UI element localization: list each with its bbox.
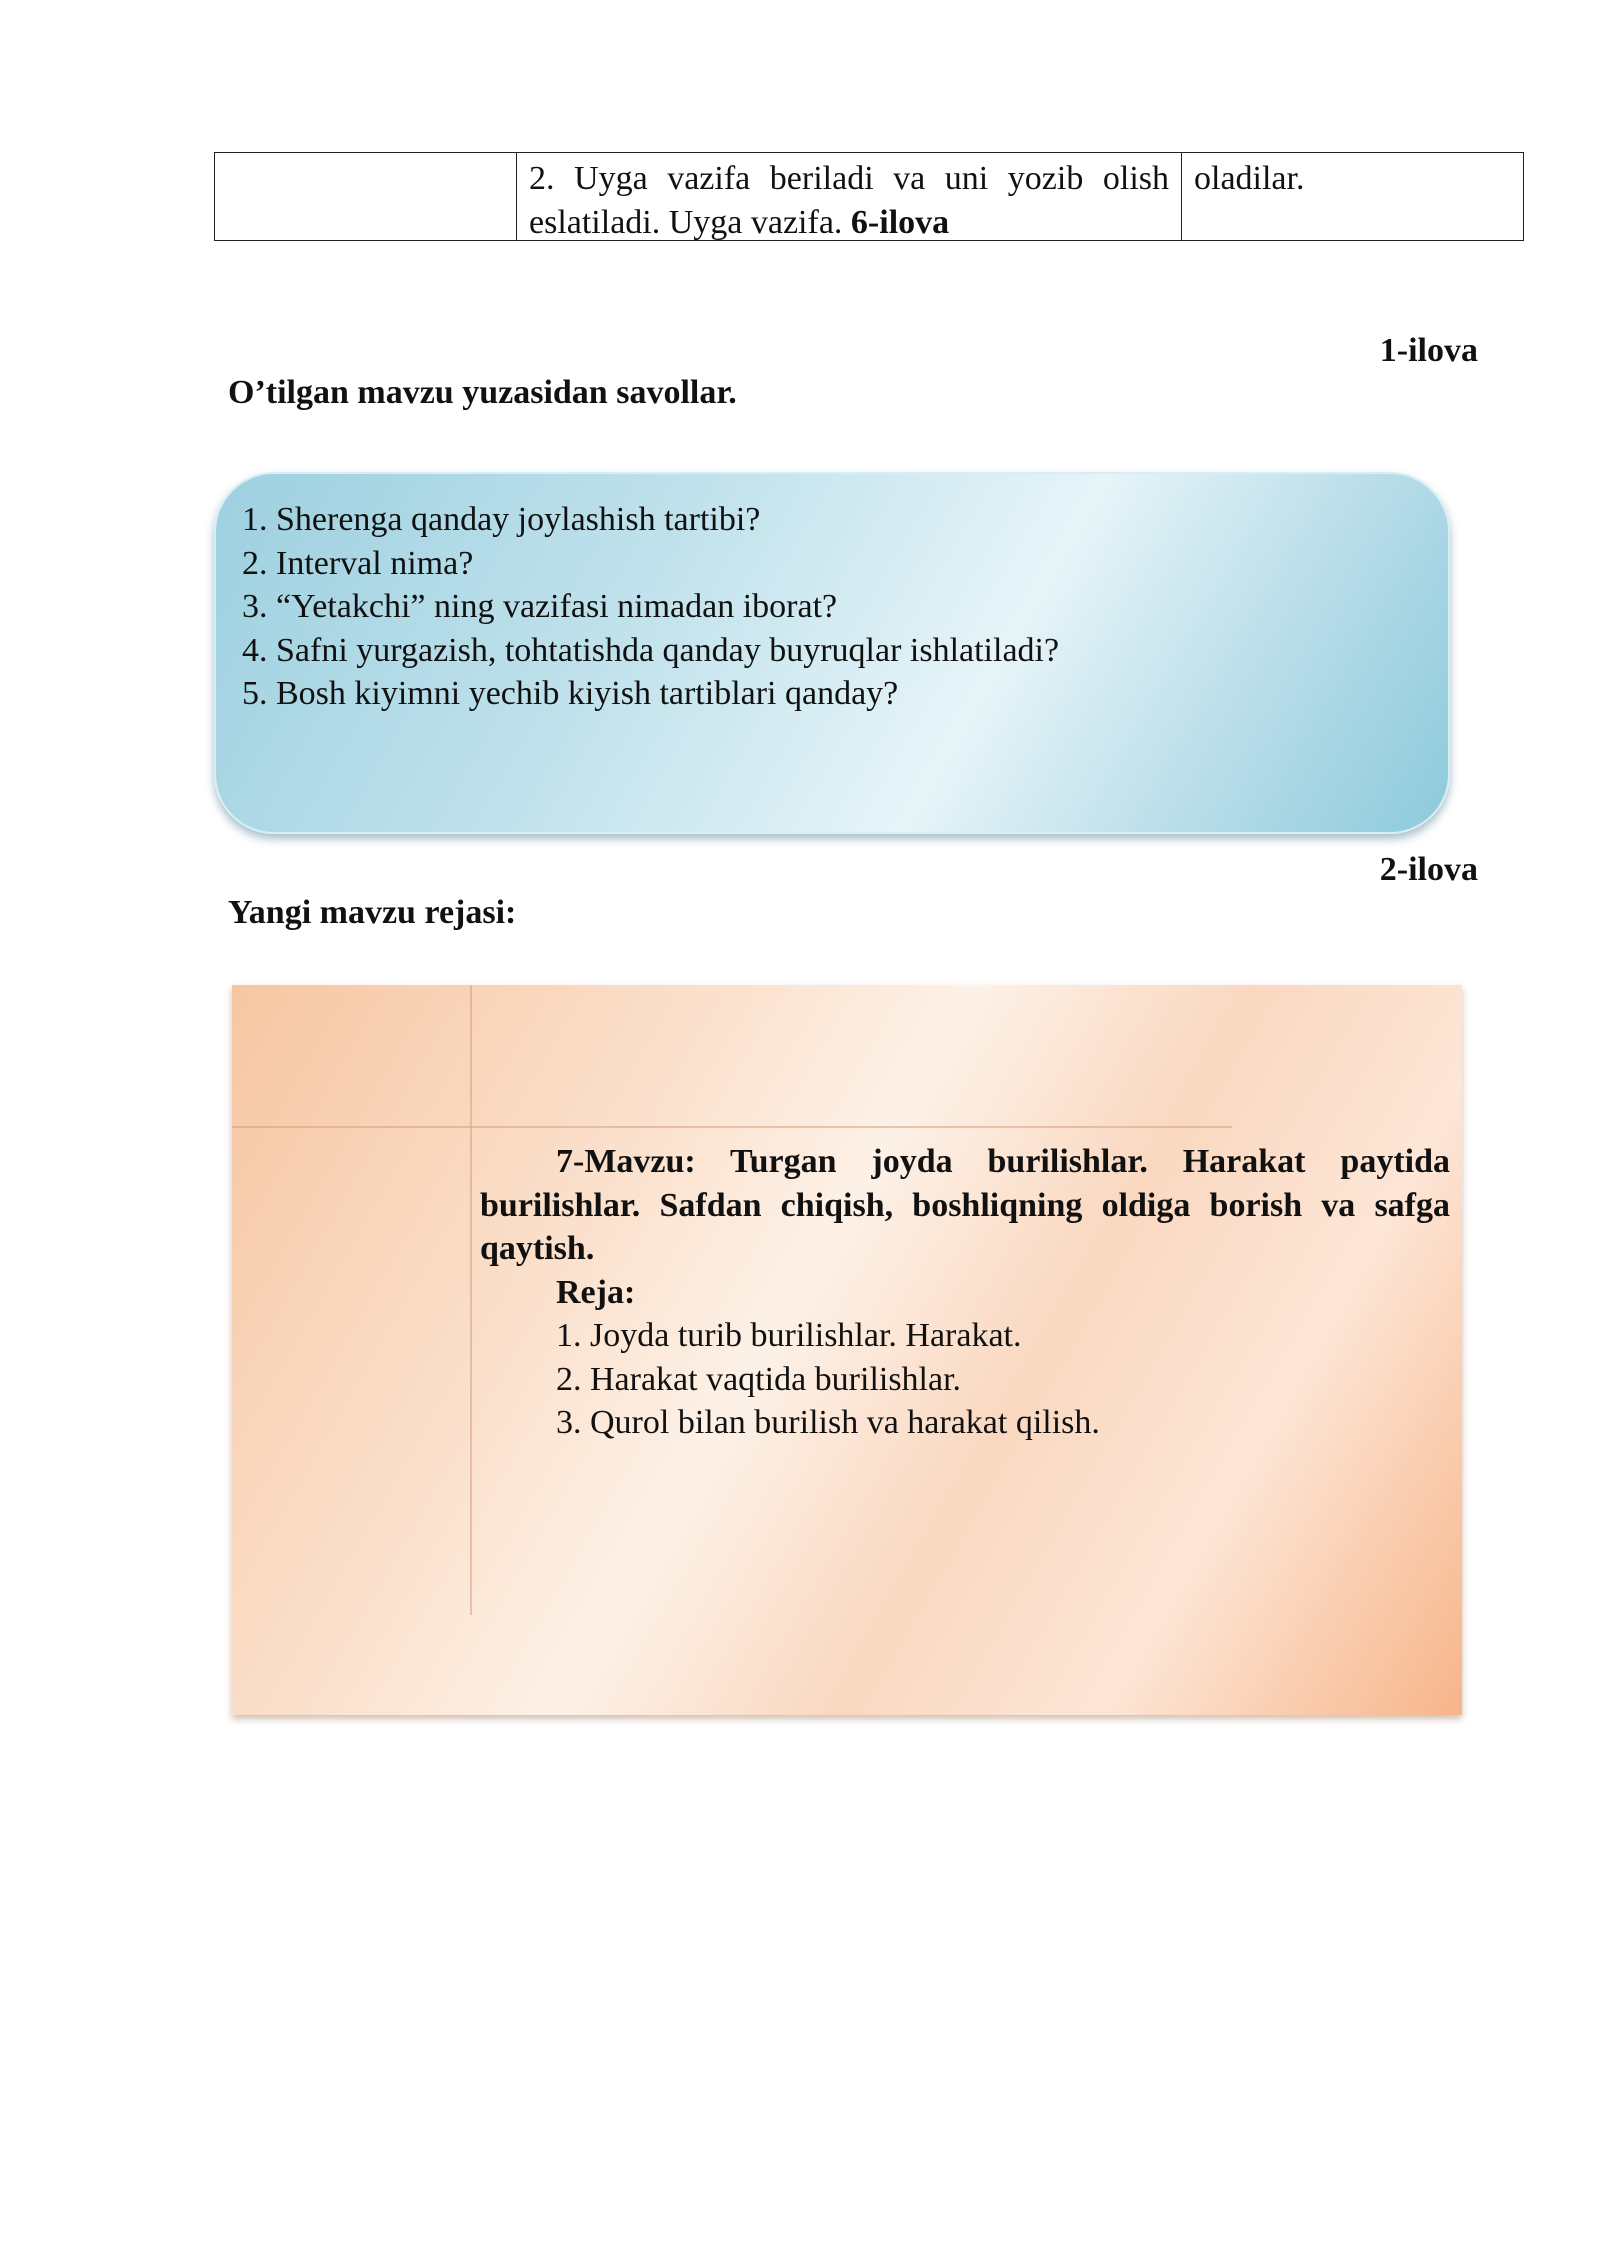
appendix-1-label: 1-ilova [1379, 332, 1478, 369]
plan-item: 2. Harakat vaqtida burilishlar. [556, 1360, 962, 1398]
homework-text: 2. Uyga vazifa beriladi va uni yozib olish eslatiladi. Uyga vazifa. [529, 160, 1169, 241]
table-cell-empty [215, 153, 516, 240]
plan-item: 3. Qurol bilan burilish va harakat qilish. [556, 1404, 1100, 1441]
question-item: 3. “Yetakchi” ning vazifasi nimadan iborat? [242, 588, 838, 625]
question-item: 4. Safni yurgazish, tohtatishda qanday buyruqlar ishlatiladi? [242, 631, 1060, 669]
question-item: 5. Bosh kiyimni yechib kiyish tartiblari qanday? [242, 675, 899, 712]
lesson-table-row [214, 152, 1524, 241]
divider-vertical [470, 985, 472, 1615]
table-cell-homework [516, 153, 1181, 240]
lesson-plan-content [480, 1140, 1450, 1445]
divider-horizontal [232, 1126, 1232, 1128]
topic-title: 7-Mavzu: Turgan joyda burilishlar. Harakat paytida burilishlar. Safdan chiqish, boshliqning oldiga borish va safga qaytish. [480, 1143, 1450, 1267]
table-cell-students: oladilar. [1181, 153, 1523, 240]
question-item: 1. Sherenga qanday joylashish tartibi? [242, 501, 761, 538]
new-topic-heading: Yangi mavzu rejasi: [228, 894, 517, 931]
lesson-plan-box [232, 985, 1462, 1715]
plan-item: 1. Joyda turib burilishlar. Harakat. [556, 1317, 1022, 1354]
review-questions-box [214, 472, 1450, 834]
homework-appendix-ref: 6-ilova [850, 204, 950, 241]
appendix-2-label: 2-ilova [1379, 851, 1478, 888]
plan-label: Reja: [556, 1273, 636, 1311]
question-item: 2. Interval nima? [242, 544, 474, 582]
review-questions-heading: O’tilgan mavzu yuzasidan savollar. [228, 374, 737, 411]
